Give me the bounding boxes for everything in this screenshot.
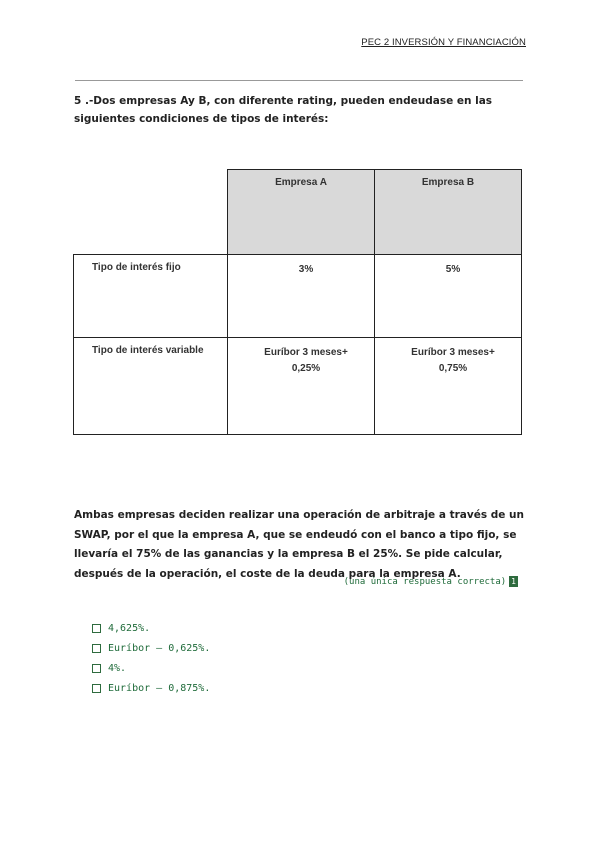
header-rule [75,80,523,81]
row-label-fixed: Tipo de interés fijo [74,255,228,338]
cell-a-variable-line2: 0,25% [291,363,321,374]
table-corner-cell [74,170,228,255]
answer-hint [344,576,518,587]
cell-b-variable [375,338,522,435]
table-row [74,338,522,435]
checkbox-icon[interactable] [92,644,101,653]
column-header-empresa-a: Empresa A [228,170,375,255]
answer-option[interactable] [92,678,210,698]
checkbox-icon[interactable] [92,664,101,673]
cell-a-fixed: 3% [228,255,375,338]
statement-text: Ambas empresas deciden realizar una operación de arbitraje a través de un SWAP, por el que la empresa A, que se endeudó con el banco a tipo fijo, se llevaría el 75% de las ganancias y la empresa B el 25%. Se pide calcular, después de la operación, el coste de la deuda para la empresa A. [74,509,524,580]
answer-option[interactable] [92,618,210,638]
cell-b-variable-line2: 0,75% [438,363,468,374]
header-title: PEC 2 INVERSIÓN Y FINANCIACIÓN [361,37,526,48]
answer-options [92,618,210,698]
table-header-row [74,170,522,255]
rates-table [73,169,522,435]
cell-b-fixed: 5% [375,255,522,338]
cell-a-variable [228,338,375,435]
row-label-variable: Tipo de interés variable [74,338,228,435]
answer-option-label: 4%. [108,662,127,674]
answer-option-label: Euríbor – 0,875%. [108,682,211,694]
checkbox-icon[interactable] [92,624,101,633]
cell-b-variable-line1: Euríbor 3 meses+ [411,347,495,358]
answer-count-badge: 1 [511,577,516,586]
answer-option[interactable] [92,658,210,678]
column-header-empresa-b: Empresa B [375,170,522,255]
question-text: 5 .-Dos empresas Ay B, con diferente rating, pueden endeudase en las siguientes condiciones de tipos de interés: [74,95,493,125]
table-row [74,255,522,338]
checkbox-icon[interactable] [92,684,101,693]
answer-option-label: Euríbor – 0,625%. [108,642,211,654]
cell-a-variable-line1: Euríbor 3 meses+ [264,347,348,358]
answer-hint-text: (una única respuesta correcta) [343,577,507,587]
answer-option[interactable] [92,638,210,658]
answer-option-label: 4,625%. [108,622,151,634]
